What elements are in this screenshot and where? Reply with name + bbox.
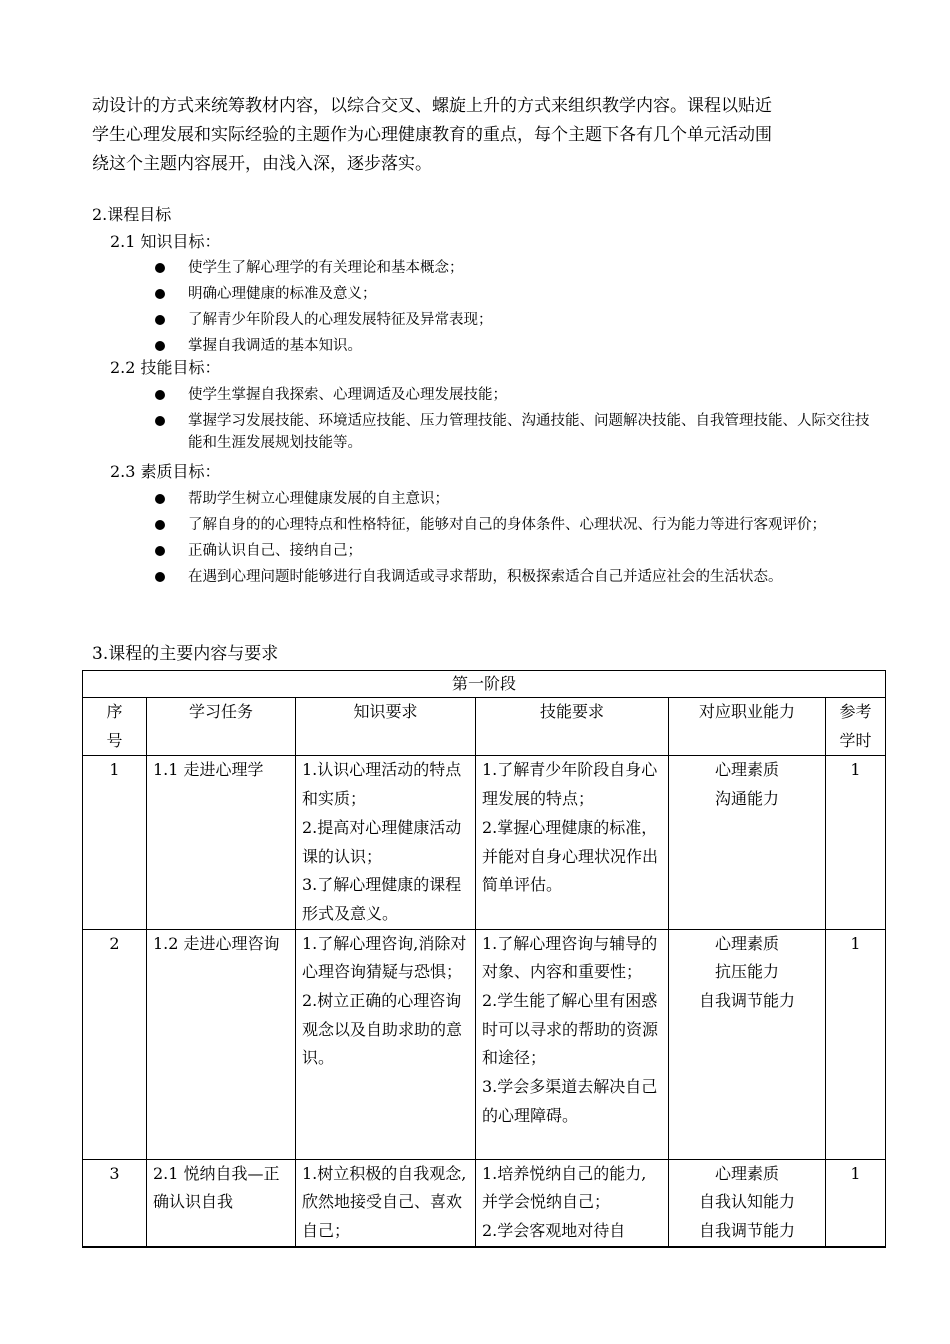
bullet-icon — [155, 494, 165, 504]
list-item: 使学生了解心理学的有关理论和基本概念； — [150, 257, 870, 279]
bullet-icon — [155, 546, 165, 556]
list-item: 明确心理健康的标准及意义； — [150, 283, 870, 305]
course-content-table — [82, 670, 886, 1248]
list-item: 掌握自我调适的基本知识。 — [150, 335, 870, 357]
row-num: 1 — [83, 756, 147, 929]
row-hours: 1 — [826, 756, 886, 929]
bullet-icon — [155, 263, 165, 273]
table-header-row — [83, 698, 886, 756]
row-hours: 1 — [826, 929, 886, 1159]
table-row — [83, 756, 886, 929]
list-item: 了解自身的的心理特点和性格特征，能够对自己的身体条件、心理状况、行为能力等进行客观评价； — [150, 514, 870, 536]
quality-goal-heading: 2.3 素质目标： — [110, 462, 221, 481]
list-item: 了解青少年阶段人的心理发展特征及异常表现； — [150, 309, 870, 331]
bullet-icon — [155, 520, 165, 530]
bullet-icon — [155, 572, 165, 582]
row-skill: 1.培养悦纳自己的能力,并学会悦纳自己； 2.学会客观地对待自 — [476, 1159, 669, 1247]
bullet-icon — [155, 289, 165, 299]
list-item: 正确认识自己、接纳自己； — [150, 540, 870, 562]
bullet-icon — [155, 390, 165, 400]
quality-goal-list — [150, 488, 870, 592]
skill-goal-heading: 2.2 技能目标： — [110, 358, 221, 377]
row-knowledge: 1.认识心理活动的特点和实质； 2.提高对心理健康活动课的认识； 3.了解心理健康的课程形式及意义。 — [296, 756, 476, 929]
stage-title: 第一阶段 — [83, 671, 886, 698]
row-ability: 心理素质 抗压能力 自我调节能力 — [669, 929, 826, 1159]
knowledge-goal-list — [150, 257, 870, 361]
row-skill: 1.了解心理咨询与辅导的对象、内容和重要性； 2.学生能了解心里有困惑时可以寻求的帮助的资源和途径； 3.学会多渠道去解决自己的心理障碍。 — [476, 929, 669, 1159]
list-item: 使学生掌握自我探索、心理调适及心理发展技能； — [150, 384, 870, 406]
intro-line: 绕这个主题内容展开，由浅入深，逐步落实。 — [92, 154, 432, 174]
goals-heading: 2.课程目标 — [92, 205, 172, 224]
column-header-ability: 对应职业能力 — [669, 698, 826, 756]
column-header-hours: 参考 学时 — [826, 698, 886, 756]
row-task: 2.1 悦纳自我—正确认识自我 — [147, 1159, 296, 1247]
knowledge-goal-heading: 2.1 知识目标： — [110, 232, 221, 251]
row-num: 2 — [83, 929, 147, 1159]
intro-paragraph — [92, 92, 872, 179]
row-num: 3 — [83, 1159, 147, 1247]
intro-line: 学生心理发展和实际经验的主题作为心理健康教育的重点，每个主题下各有几个单元活动围 — [92, 125, 772, 145]
row-ability: 心理素质 自我认知能力 自我调节能力 — [669, 1159, 826, 1247]
content-heading: 3.课程的主要内容与要求 — [92, 644, 279, 664]
bullet-icon — [155, 416, 165, 426]
row-skill: 1.了解青少年阶段自身心理发展的特点； 2.掌握心理健康的标准，并能对自身心理状况作出简单评估。 — [476, 756, 669, 929]
column-header-skill: 技能要求 — [476, 698, 669, 756]
row-task: 1.1 走进心理学 — [147, 756, 296, 929]
list-item: 帮助学生树立心理健康发展的自主意识； — [150, 488, 870, 510]
list-item: 掌握学习发展技能、环境适应技能、压力管理技能、沟通技能、问题解决技能、自我管理技能、人际交往技能和生涯发展规划技能等。 — [150, 410, 870, 454]
bullet-icon — [155, 341, 165, 351]
intro-line: 动设计的方式来统筹教材内容，以综合交叉、螺旋上升的方式来组织教学内容。课程以贴近 — [92, 96, 772, 116]
row-hours: 1 — [826, 1159, 886, 1247]
skill-goal-list — [150, 384, 870, 458]
table-row — [83, 1159, 886, 1247]
column-header-knowledge: 知识要求 — [296, 698, 476, 756]
row-ability: 心理素质 沟通能力 — [669, 756, 826, 929]
row-knowledge: 1.了解心理咨询,消除对心理咨询猜疑与恐惧； 2.树立正确的心理咨询观念以及自助求助的意识。 — [296, 929, 476, 1159]
row-task: 1.2 走进心理咨询 — [147, 929, 296, 1159]
column-header-num: 序 号 — [83, 698, 147, 756]
row-knowledge: 1.树立积极的自我观念,欣然地接受自己、喜欢自己； — [296, 1159, 476, 1247]
table-row — [83, 929, 886, 1159]
column-header-task: 学习任务 — [147, 698, 296, 756]
bullet-icon — [155, 315, 165, 325]
list-item: 在遇到心理问题时能够进行自我调适或寻求帮助，积极探索适合自己并适应社会的生活状态。 — [150, 566, 870, 588]
